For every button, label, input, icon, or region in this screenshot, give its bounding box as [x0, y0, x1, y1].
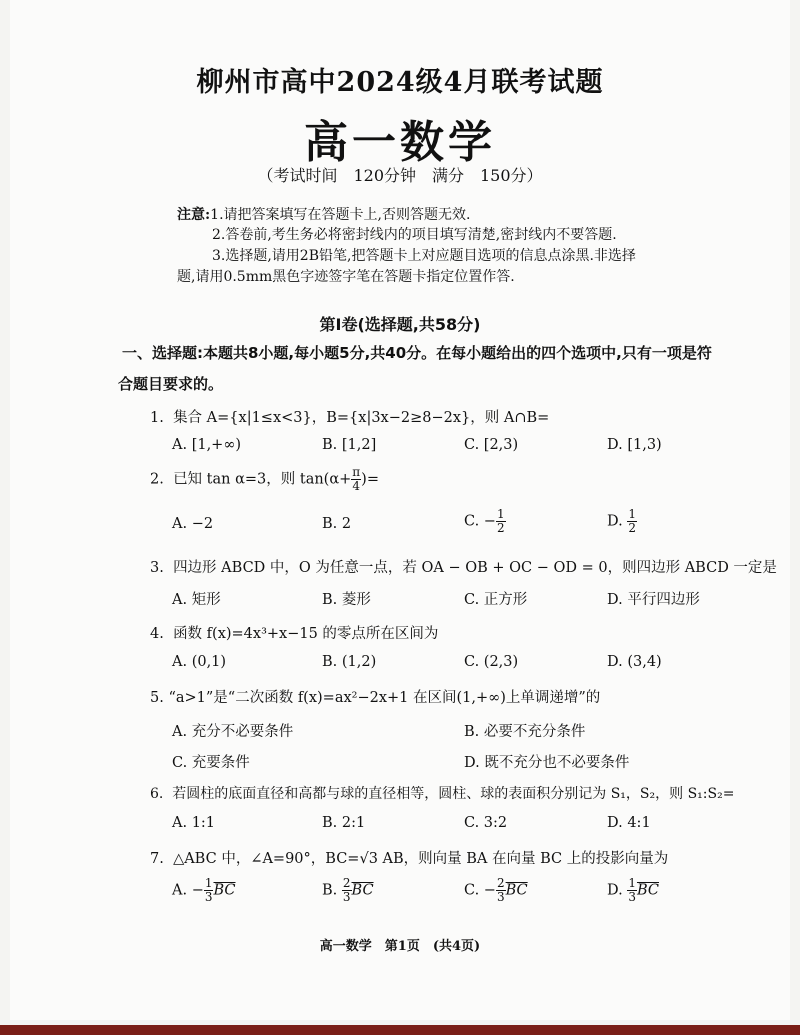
vector-bc: $\overline{BC}$: [213, 882, 236, 899]
q1-option-b[interactable]: B. [1,2]: [322, 437, 377, 453]
question-number: 5.: [150, 690, 164, 706]
q5-option-c[interactable]: C. 充要条件: [172, 755, 250, 771]
notice-label: 注意:: [177, 207, 211, 223]
q2-option-c[interactable]: [464, 508, 506, 535]
question-number: 7.: [150, 851, 164, 867]
frac-den: 3: [342, 890, 351, 904]
option-label: A. −: [172, 882, 204, 899]
fraction: [627, 508, 637, 535]
question-number: 4.: [150, 626, 164, 642]
frac-num: 2: [496, 876, 505, 890]
frac-num: 1: [628, 876, 636, 890]
q5-option-d[interactable]: D. 既不充分也不必要条件: [464, 755, 630, 771]
notice-text-1: 1.请把答案填写在答题卡上,否则答题无效.: [210, 207, 471, 223]
q5-option-a[interactable]: A. 充分不必要条件: [172, 724, 294, 740]
question-number: 1.: [150, 410, 164, 426]
fraction: [627, 877, 637, 904]
q7-option-b[interactable]: [322, 877, 374, 904]
question-text: 四边形 ABCD 中，O 为任意一点，若 OA − OB + OC − OD = 0，则四边形 ABCD 一定是: [173, 560, 777, 576]
frac-num: 1: [496, 507, 505, 521]
exam-title: 柳州市高中2024级4月联考试题: [196, 67, 604, 98]
question-text: 函数 f(x)=4x³+x−15 的零点所在区间为: [173, 626, 439, 642]
q5-option-b[interactable]: B. 必要不充分条件: [464, 724, 586, 740]
vector-bc: $\overline{BC}$: [636, 882, 659, 899]
option-label: C. −: [464, 882, 496, 899]
q2-option-d[interactable]: [607, 508, 637, 535]
q2-option-b[interactable]: B. 2: [322, 516, 352, 532]
q7-option-a[interactable]: [172, 877, 236, 904]
vector-bc: $\overline{BC}$: [351, 882, 374, 899]
frac-num: 2: [342, 876, 351, 890]
q1-option-d[interactable]: D. [1,3): [607, 437, 662, 453]
q4-option-b[interactable]: B. (1,2): [322, 654, 377, 670]
q7-option-c[interactable]: [464, 877, 528, 904]
frac-den: 2: [628, 521, 636, 535]
vector-bc: $\overline{BC}$: [505, 882, 528, 899]
frac-num: 1: [628, 507, 636, 521]
fraction: [496, 508, 506, 535]
question-1: [150, 406, 549, 427]
question-7: [150, 847, 668, 868]
question-number: 6.: [150, 786, 164, 802]
section-intro-1: 一、选择题:本题共8小题,每小题5分,共40分。在每小题给出的四个选项中,只有一项是符: [122, 344, 712, 362]
q4-option-a[interactable]: A. (0,1): [172, 654, 227, 670]
question-text: △ABC 中，∠A=90°，BC=√3 AB，则向量 BA 在向量 BC 上的投影向量为: [173, 851, 669, 867]
option-label: D.: [607, 882, 628, 899]
question-3: [150, 556, 777, 577]
q6-option-c[interactable]: C. 3:2: [464, 815, 508, 831]
page-footer: 高一数学 第1页 (共4页): [319, 939, 481, 954]
question-6: [150, 783, 734, 803]
frac-num: π: [352, 465, 361, 479]
q3-option-d[interactable]: D. 平行四边形: [607, 592, 700, 608]
q7-option-d[interactable]: [607, 877, 659, 904]
frac-num: 1: [204, 876, 213, 890]
fraction: [496, 877, 506, 904]
option-label: B.: [322, 882, 342, 899]
q4-option-d[interactable]: D. (3,4): [607, 654, 662, 670]
question-number: 2.: [150, 471, 164, 488]
q6-option-b[interactable]: B. 2:1: [322, 815, 366, 831]
option-label: D.: [607, 513, 628, 530]
q1-option-a[interactable]: A. [1,+∞): [172, 437, 242, 453]
exam-info: （考试时间 120分钟 满分 150分）: [257, 166, 543, 185]
question-text: 若圆柱的底面直径和高都与球的直径相等，圆柱、球的表面积分别记为 S₁，S₂，则 S₁:S₂=: [172, 786, 735, 802]
notice-line-4: 题,请用0.5mm黑色字迹签字笔在答题卡指定位置作答.: [177, 269, 515, 285]
q2-option-a[interactable]: A. −2: [172, 516, 214, 532]
subject-title: 高一数学: [304, 117, 496, 168]
notice-line-3: 3.选择题,请用2B铅笔,把答题卡上对应题目选项的信息点涂黑.非选择: [212, 248, 636, 264]
q6-option-d[interactable]: D. 4:1: [607, 815, 651, 831]
q3-option-c[interactable]: C. 正方形: [464, 592, 528, 608]
section-title: 第Ⅰ卷(选择题,共58分): [319, 315, 481, 334]
question-text: 集合 A={x|1≤x<3}，B={x|3x−2≥8−2x}，则 A∩B=: [173, 410, 550, 426]
option-label: C. −: [464, 513, 496, 530]
question-4: [150, 622, 438, 643]
notice-line-1: [177, 204, 470, 224]
question-2: [150, 466, 379, 493]
frac-den: 3: [204, 890, 213, 904]
question-text-end: )=: [361, 471, 379, 488]
question-text: 已知 tan α=3，则 tan(α+: [173, 471, 352, 488]
q6-option-a[interactable]: A. 1:1: [172, 815, 216, 831]
bottom-edge-bar: [0, 1025, 800, 1035]
frac-den: 3: [496, 890, 505, 904]
q4-option-c[interactable]: C. (2,3): [464, 654, 519, 670]
question-number: 3.: [150, 560, 164, 576]
question-5: [150, 686, 600, 707]
q1-option-c[interactable]: C. [2,3): [464, 437, 519, 453]
pi-over-4-fraction: [351, 466, 361, 493]
frac-den: 4: [352, 479, 361, 493]
q3-option-a[interactable]: A. 矩形: [172, 592, 221, 608]
question-text: “a>1”是“二次函数 f(x)=ax²−2x+1 在区间(1,+∞)上单调递增”的: [168, 690, 601, 706]
q3-option-b[interactable]: B. 菱形: [322, 592, 371, 608]
frac-den: 3: [628, 890, 636, 904]
section-intro-2: 合题目要求的。: [118, 375, 224, 393]
frac-den: 2: [496, 521, 505, 535]
notice-line-2: 2.答卷前,考生务必将密封线内的项目填写清楚,密封线内不要答题.: [212, 227, 617, 243]
fraction: [342, 877, 352, 904]
